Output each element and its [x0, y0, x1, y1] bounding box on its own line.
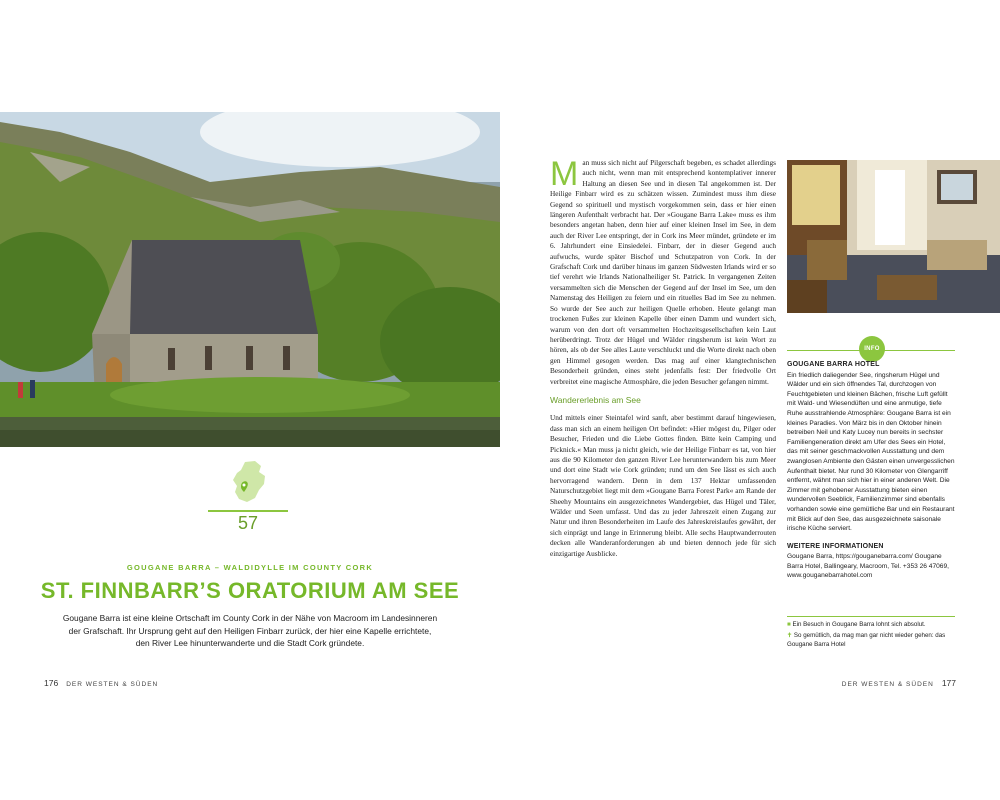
dropcap: M [550, 155, 579, 193]
more-info-title: WEITERE INFORMATIONEN [787, 542, 884, 550]
paragraph-1 [550, 155, 776, 387]
page-number-left: 176 [44, 678, 59, 688]
caption-2-text: So gemütlich, da mag man gar nicht wieder gehen: das Gougane Barra Hotel [787, 631, 946, 648]
right-page [500, 0, 1000, 800]
intro-text: Gougane Barra ist eine kleine Ortschaft im County Cork in der Nähe von Macroom im Landesinneren der Grafschaft. Ihr Ursprung geht auf den Heiligen Finbarr zurück, der hier eine Kapelle errichtete, den River Lee hinunterwanderte und die Stadt Cork gründete. [62, 613, 438, 649]
ireland-map-pin-icon [225, 458, 273, 506]
chapter-number: 57 [237, 513, 259, 533]
caption-1-text: Ein Besuch in Gougane Barra lohnt sich absolut. [792, 621, 926, 628]
paragraph-2: Und mittels einer Steintafel wird sanft, aber bestimmt darauf hingewiesen, dass man sich an einem heiligen Ort befindet: »Hier mögest du, Pilger oder Besucher, Frieden und die Liebe Gottes finden. Bitte kein Camping und Picknick.« Man muss ja nicht gleich, wie der Heilige Finbarr es tat, von hier aus die 90 Kilometer den ganzen River Lee herunterwandern bis zum Meer und dort eine Stadt wie Cork gründen; rund um den See lässt es sich auch hervorragend wandern. Denn in dem 137 Hektar umfassenden Naturschutzgebiet liegt mit dem »Gougane Barra Forest Park« am Rande der Sheehy Mountains ein ausgezeichnetes Wandergebiet, das Hügel und Täler, Wälder und Seen umfasst. Und das zu jeder Jahreszeit einen Zugang zur Natur und ihren Besonderheiten im Laufe des Jahreskreislaufes gewährt, der sich einprägt und lange in Erinnerung bleibt. Alle sechs Hauptwanderrouten decken alle Wanderanforderungen ab und bieten dennoch jede für sich einzigartige Ausblicke. [550, 413, 776, 558]
chapel-landscape-photo [0, 112, 500, 447]
paragraph-1-text: an muss sich nicht auf Pilgerschaft begeben, es schadet allerdings auch nicht, wenn man mit entsprechend kontemplativer innerer Haltung an diesen See und in diesen Tal angekommen ist. Der Heilige Finbarr wird es zu schätzen wissen. Zumindest muss ihm diese Gegend so spirituell und mystisch vorgekommen sein, dass er hier einen längeren Aufenthalt verbracht hat. Der »Gougane Barra Lake« muss es ihm besonders angetan haben, denn hier auf einer kleinen Insel im See, in dem auch der River Lee entspringt, der in Cork ins Meer mündet, gründete er im 6. Jahrhundert eine Einsiedelei. Finbarr, der in dieser Gegend auch aufwuchs, wurde später Bischof und Schutzpatron von Cork. In der Grafschaft Cork und darüber hinaus im ganzen Südwesten Irlands wird er so tief verehrt wie Irlands Nationalheiliger St. Patrick. In vergangenen Zeiten versammelten sich die Menschen der Gegend auf der Insel im See, um den Namenstag des Heiligen zu feiern und ein rituelles Bad im See zu nehmen. So wurde der See auch zur heiligen Quelle erhoben. Heute gelangt man trockenen Fußes zur kleinen Kapelle über einen Damm und wundert sich, warum von den dort oft versammelten Hochzeitsgesellschaften kein Laut herüberdringt. Trotz der Hügel und Wälder ringsherum ist kein Wort zu hören, als ob der See alles Laute verschluckt und die Worte direkt nach oben gen Himmel gesogen werden. Das mag auf einer klangtechnischen Besonderheit gründen, eines steht jedenfalls fest: Der friedvolle Ort verbreitet eine magische Atmosphäre, die jeden Besucher gefangen nimmt. [550, 158, 776, 386]
number-rule [208, 510, 288, 512]
info-title: GOUGANE BARRA HOTEL [787, 361, 880, 368]
headline: ST. FINNBARR’S ORATORIUM AM SEE [40, 578, 460, 603]
body-column [550, 155, 776, 559]
kicker: GOUGANE BARRA – WALDIDYLLE IM COUNTY CORK [126, 563, 374, 572]
caption-2 [787, 632, 957, 650]
folio-left [44, 678, 166, 688]
page-number-right: 177 [941, 678, 956, 688]
tips-rule [787, 616, 955, 617]
folio-right [834, 678, 956, 688]
caption-2-marker: ✝ [787, 631, 793, 639]
caption-1-marker: ■ [787, 621, 791, 628]
section-label-left: DER WESTEN & SÜDEN [66, 681, 159, 688]
hotel-lounge-photo [787, 160, 1000, 313]
photo-captions [787, 621, 957, 651]
subhead: Wandererlebnis am See [550, 394, 641, 405]
info-text: Ein friedlich daliegender See, ringsherum Hügel und Wälder und ein sich öffnendes Tal, durchzogen von Feuchtgebieten und kleinen Bächen, frische Luft gefüllt mit Wald- und Wiesendüften und eine anmutige, tiefe Ruhe ausstrahlende Atmosphäre: Gougane Barra ist ein kleines Paradies. Von März bis in den Oktober hinein betreiben Neil und Katy Lucey nun bereits in sechster Familiengeneration direkt am Ufer des Sees ein Hotel, das mit seiner geschmackvollen Ausstattung und dem zwanglosen Ambiente den Gästen einen unvergesslichen Aufenthalt bietet. Nur rund 30 Kilometer von Glengarriff entfernt, wähnt man sich hier in einer anderen Welt. Die Zimmer mit gehobener Ausstattung bieten einen wundervollen Seeblick, Familienzimmer sind ebenfalls vorhanden sowie eine gemütliche Bar und ein Restaurant mit Blick auf den See, das ausgezeichnete saisonale irische Küche serviert. [787, 371, 955, 533]
more-info-text: Gougane Barra, https://gouganebarra.com/ Gougane Barra Hotel, Ballingeary, Macroom, Tel. +353 26 47069, www.gouganebarrahotel.com [787, 553, 949, 580]
caption-1 [787, 621, 957, 630]
info-column [787, 360, 957, 581]
section-label-right: DER WESTEN & SÜDEN [841, 681, 934, 688]
info-badge: INFO [859, 336, 885, 362]
